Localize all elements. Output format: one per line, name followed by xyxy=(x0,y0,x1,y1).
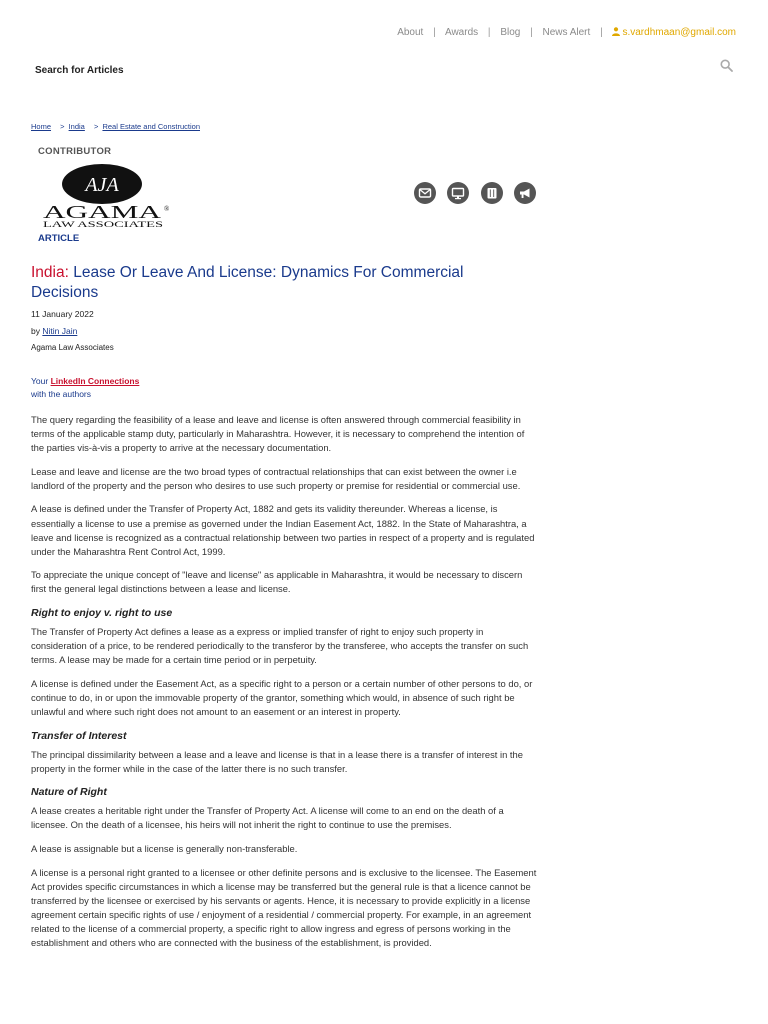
section-heading: Right to enjoy v. right to use xyxy=(31,607,173,620)
agama-logo-graphic xyxy=(40,160,175,230)
breadcrumb-home[interactable]: Home xyxy=(31,122,52,131)
logo-registered: ® xyxy=(164,205,170,213)
breadcrumb xyxy=(31,122,200,131)
logo-subtitle: LAW ASSOCIATES xyxy=(43,220,163,229)
firm-logo[interactable] xyxy=(40,160,175,230)
article-body xyxy=(31,413,539,960)
section-heading: Transfer of Interest xyxy=(31,729,127,742)
article-paragraph: The query regarding the feasibility of a lease and leave and license is often answered through commercial feasibility in terms of the applicable stamp duty, particularly in Maharashtra. However, it is necessary to comprehend the intention of the parties vis-à-vis a property to arrive at the necessary documentation. xyxy=(31,414,525,454)
user-account-link[interactable] xyxy=(612,27,736,38)
article-title xyxy=(31,263,521,302)
print-book-button[interactable] xyxy=(481,182,503,204)
search-icon[interactable] xyxy=(720,59,733,77)
email-share-button[interactable] xyxy=(414,182,436,204)
nav-separator: | xyxy=(600,27,603,38)
user-email: s.vardhmaan@gmail.com xyxy=(622,27,736,38)
logo-mark: AJA xyxy=(85,174,119,196)
breadcrumb-chevron: > xyxy=(60,122,65,131)
monitor-icon xyxy=(451,186,465,200)
linkedin-suffix: with the authors xyxy=(31,389,92,399)
article-paragraph: The principal dissimilarity between a lease and a leave and license is that in a lease there is a transfer of interest in the property in the former while in the case of the latter there is no such transfer. xyxy=(31,748,523,774)
author-link[interactable]: Nitin Jain xyxy=(42,326,78,336)
nav-separator: | xyxy=(433,27,436,38)
firm-name: Agama Law Associates xyxy=(31,343,114,352)
logo-name: AGAMA xyxy=(43,202,161,222)
article-paragraph: A license is defined under the Easement Act, as a specific right to a person or a certain number of other persons to do, or continue to do, in or upon the immovable property of the grantor, something which would, in absence of such right be unlawful and where such right does not amount to an easement or an interest in property. xyxy=(31,677,533,717)
contributor-label: CONTRIBUTOR xyxy=(38,146,112,157)
search-input[interactable] xyxy=(35,65,335,76)
screen-view-button[interactable] xyxy=(447,182,469,204)
nav-news-alert-link[interactable]: News Alert xyxy=(542,27,591,38)
article-byline xyxy=(31,326,77,336)
megaphone-icon xyxy=(518,186,532,200)
article-paragraph: A lease creates a heritable right under the Transfer of Property Act. A license will come to an end on the death of a licensee. On the death of a licensee, his heirs will not inherit the right to continue to use the premises. xyxy=(31,805,504,831)
article-label: ARTICLE xyxy=(38,233,80,244)
announce-button[interactable] xyxy=(514,182,536,204)
breadcrumb-real-estate[interactable]: Real Estate and Construction xyxy=(102,122,200,131)
linkedin-connections-link[interactable]: LinkedIn Connections xyxy=(50,376,140,386)
nav-separator: | xyxy=(530,27,533,38)
article-paragraph: A license is a personal right granted to a licensee or other definite persons and is exclusive to the licensee. The Easement Act provides specific circumstances in which a license may be transferred but the general rule is that a licence cannot be transferred by the licensee or exercised by his servants or agents. Hence, it is necessary to provide explicitly in a license agreement certain specific rights of use / enjoyment of a residential / commercial property. For example, in an agreement related to the license of a commercial property, a specific right to allow ingress and egress of persons working in the establishment and others who are connected with the business of the establishment, is provided. xyxy=(31,866,537,949)
share-buttons xyxy=(414,182,543,204)
breadcrumb-chevron: > xyxy=(93,122,99,131)
article-paragraph: A lease is assignable but a license is generally non-transferable. xyxy=(31,842,298,854)
section-heading: Nature of Right xyxy=(31,786,107,799)
book-icon xyxy=(485,186,499,200)
nav-blog-link[interactable]: Blog xyxy=(500,27,521,38)
article-paragraph: A lease is defined under the Transfer of Property Act, 1882 and gets its validity thereunder. Whereas a license, is essentially a license to use a premise as governed under the Indian Easement Act, 1882. In the State of Maharashtra, a leave and license is recognized as a contractual relationship between two parties in respect of a property and is regulated under the Maharashtra Rent Control Act, 1999. xyxy=(31,503,535,557)
article-paragraph: To appreciate the unique concept of "leave and license" as applicable in Maharashtra, it would be necessary to discern first the general legal distinctions between a lease and license. xyxy=(31,569,523,595)
linkedin-prefix: Your xyxy=(31,376,49,386)
article-paragraph: Lease and leave and license are the two broad types of contractual relationships that can exist between the owner i.e landlord of the property and the person who desires to use such property or premise for residential or commercial use. xyxy=(31,465,521,491)
nav-about-link[interactable]: About xyxy=(397,27,424,38)
search-bar xyxy=(35,60,733,74)
byline-prefix: by xyxy=(31,326,40,336)
article-date: 11 January 2022 xyxy=(31,309,94,319)
top-nav xyxy=(397,27,736,39)
article-country: India: xyxy=(31,264,69,281)
article-title-text: Lease Or Leave And License: Dynamics For Commercial Decisions xyxy=(31,264,464,301)
envelope-icon xyxy=(418,186,432,200)
user-icon xyxy=(612,27,620,39)
breadcrumb-india[interactable]: India xyxy=(68,122,85,131)
linkedin-connections xyxy=(31,375,139,401)
article-paragraph: The Transfer of Property Act defines a lease as a express or implied transfer of right to enjoy such property in consideration of a price, to be rendered periodically to the transferor by the transferee, who accepts the transfer on such terms. A lease may be made for a certain time period or in perpetuity. xyxy=(31,626,529,666)
nav-separator: | xyxy=(487,27,491,38)
nav-awards-link[interactable]: Awards xyxy=(444,27,479,38)
